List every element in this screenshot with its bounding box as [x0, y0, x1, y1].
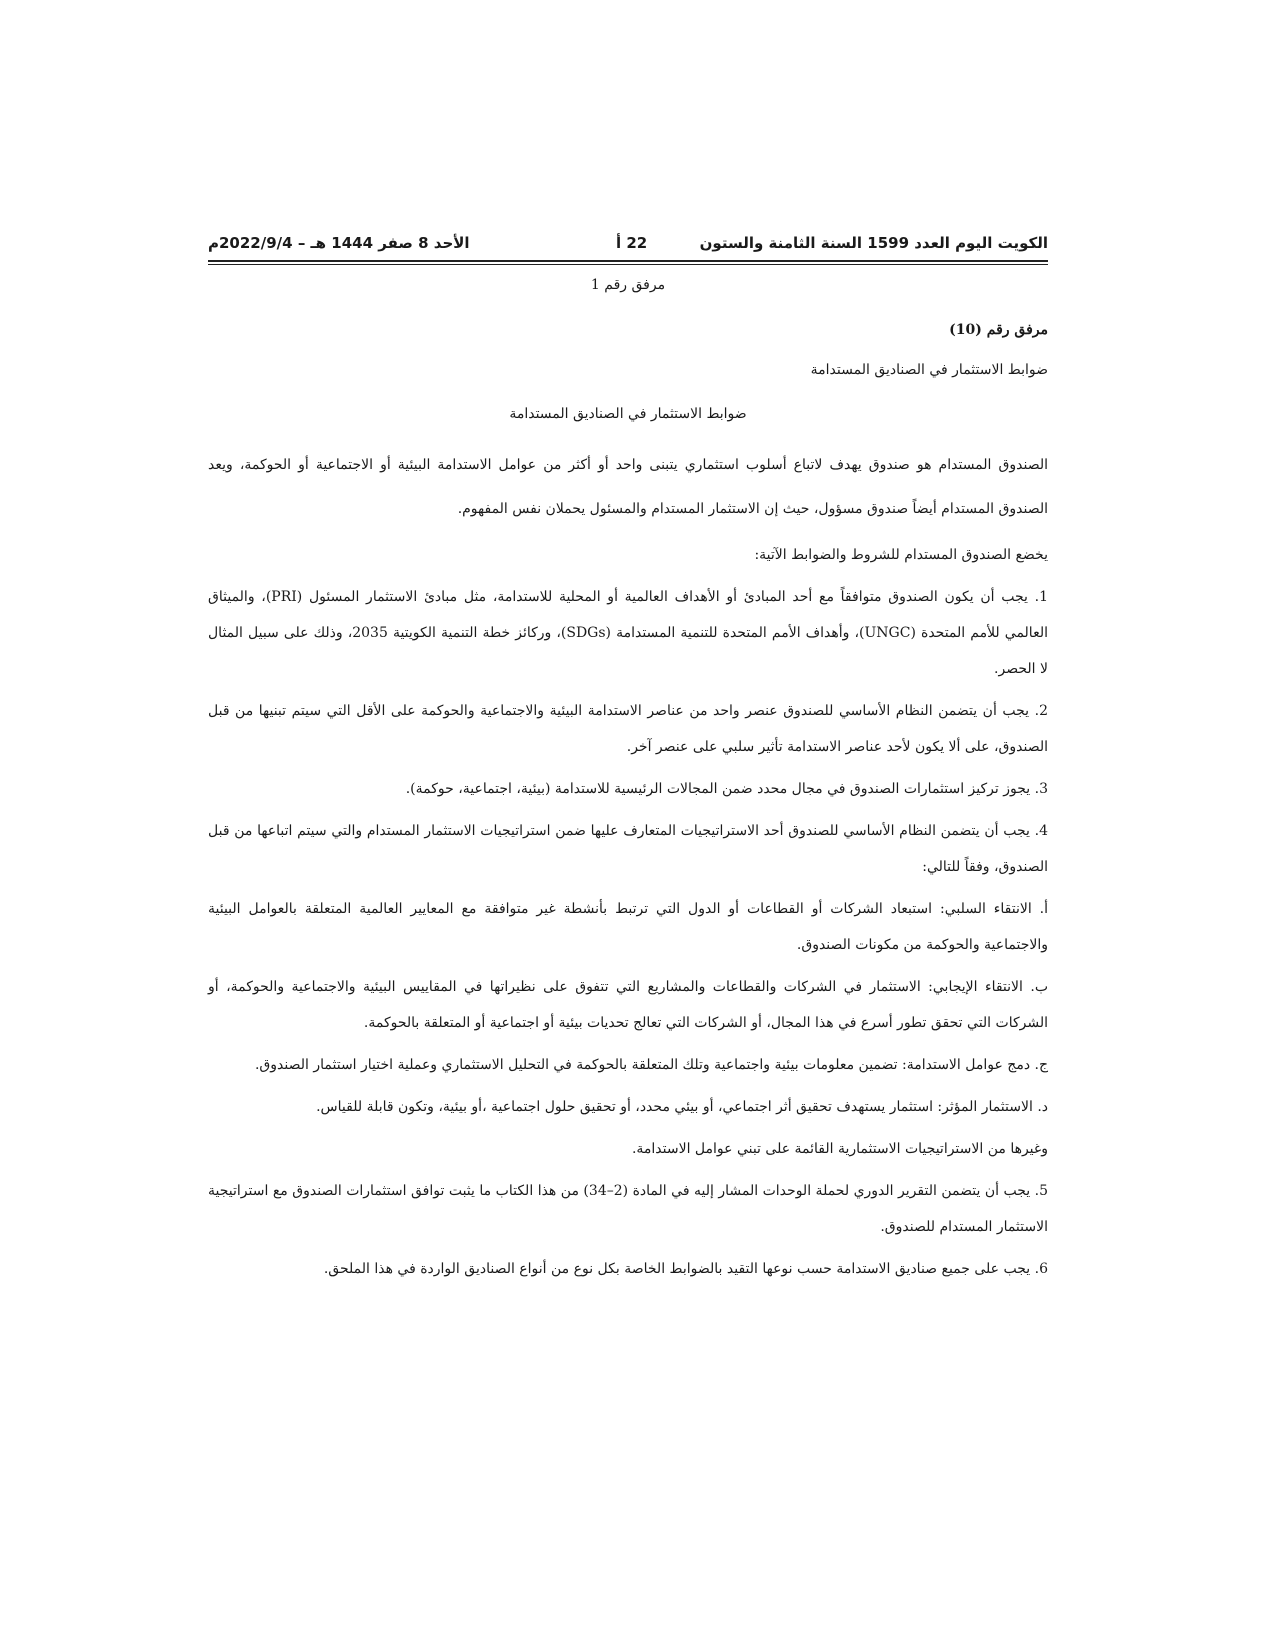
- annex-number: مرفق رقم (10): [949, 322, 1048, 338]
- condition-item-4: 4. يجب أن يتضمن النظام الأساسي للصندوق أحد الاستراتيجيات المتعارف عليها ضمن استراتيجيات الاستثمار المستدام والتي سيتم اتباعها من قبل الصندوق، وفقاً للتالي:: [208, 823, 1048, 875]
- header-rule-thick: [208, 260, 1048, 262]
- annex-label: مرفق رقم 1: [590, 277, 666, 293]
- document-subtitle: ضوابط الاستثمار في الصناديق المستدامة: [810, 362, 1048, 378]
- intro-paragraph: الصندوق المستدام هو صندوق يهدف لاتباع أسلوب استثماري يتبنى واحد أو أكثر من عوامل الاستدامة البيئية أو الاجتماعية أو الحوكمة، ويعد الصندوق المستدام أيضاً صندوق مسؤول، حيث إن الاستثمار المستدام والمسئول يحملان نفس المفهوم.: [208, 457, 1048, 517]
- header-rule-thin: [208, 264, 1048, 265]
- condition-item-5: 5. يجب أن يتضمن التقرير الدوري لحملة الوحدات المشار إليه في المادة (2–34) من هذا الكتاب ما يثبت توافق استثمارات الصندوق مع استراتيجية الاستثمار المستدام للصندوق.: [208, 1183, 1049, 1235]
- strategy-item-b: ب. الانتقاء الإيجابي: الاستثمار في الشركات والقطاعات والمشاريع التي تتفوق على نظيراتها في المقاييس البيئية والاجتماعية والحوكمة، أو الشركات التي تحقق تطور أسرع في هذا المجال، أو الشركات التي تعالج تحديات بيئية أو اجتماعية أو المتعلقة بالحوكمة.: [208, 979, 1048, 1031]
- strategy-item-c: ج. دمج عوامل الاستدامة: تضمين معلومات بيئية واجتماعية وتلك المتعلقة بالحوكمة في التحليل الاستثماري وعملية اختيار استثمار الصندوق.: [254, 1057, 1048, 1073]
- page-header: [208, 226, 1048, 260]
- condition-item-2: 2. يجب أن يتضمن النظام الأساسي للصندوق عنصر واحد من عناصر الاستدامة البيئية والاجتماعية والحوكمة على الأقل التي سيتم تبنيها من قبل الصندوق، على ألا يكون لأحد عناصر الاستدامة تأثير سلبي على عنصر آخر.: [208, 703, 1048, 755]
- strategy-item-a: أ. الانتقاء السلبي: استبعاد الشركات أو القطاعات أو الدول التي ترتبط بأنشطة غير متوافقة مع المعايير العالمية المتعلقة بالعوامل البيئية والاجتماعية والحوكمة من مكونات الصندوق.: [208, 901, 1048, 953]
- strategy-item-d: د. الاستثمار المؤثر: استثمار يستهدف تحقيق أثر اجتماعي، أو بيئي محدد، أو تحقيق حلول اجتماعية ،أو بيئية، وتكون قابلة للقياس.: [316, 1099, 1048, 1115]
- page-number: 22 أ: [616, 234, 648, 252]
- gazette-issue-info: الكويت اليوم العدد 1599 السنة الثامنة والستون: [699, 234, 1048, 252]
- gazette-page: [208, 226, 1048, 1287]
- condition-item-6: 6. يجب على جميع صناديق الاستدامة حسب نوعها التقيد بالضوابط الخاصة بكل نوع من أنواع الصناديق الواردة في هذا الملحق.: [323, 1261, 1048, 1277]
- condition-item-3: 3. يجوز تركيز استثمارات الصندوق في مجال محدد ضمن المجالات الرئيسية للاستدامة (بيئية، اجتماعية، حوكمة).: [405, 781, 1048, 797]
- conditions-intro: يخضع الصندوق المستدام للشروط والضوابط الآتية:: [754, 547, 1048, 563]
- publication-date: الأحد 8 صفر 1444 هـ – 2022/9/4م: [208, 234, 470, 252]
- strategy-item-other: وغيرها من الاستراتيجيات الاستثمارية القائمة على تبني عوامل الاستدامة.: [631, 1141, 1048, 1157]
- document-title: ضوابط الاستثمار في الصناديق المستدامة: [509, 406, 747, 422]
- condition-item-1: 1. يجب أن يكون الصندوق متوافقاً مع أحد المبادئ أو الأهداف العالمية أو المحلية للاستدامة، مثل مبادئ الاستثمار المسئول (PRI)، والميثاق العالمي للأمم المتحدة (UNGC)، وأهداف الأمم المتحدة للتنمية المستدامة (SDGs)، وركائز خطة التنمية الكويتية 2035، وذلك على سبيل المثال لا الحصر.: [208, 589, 1048, 677]
